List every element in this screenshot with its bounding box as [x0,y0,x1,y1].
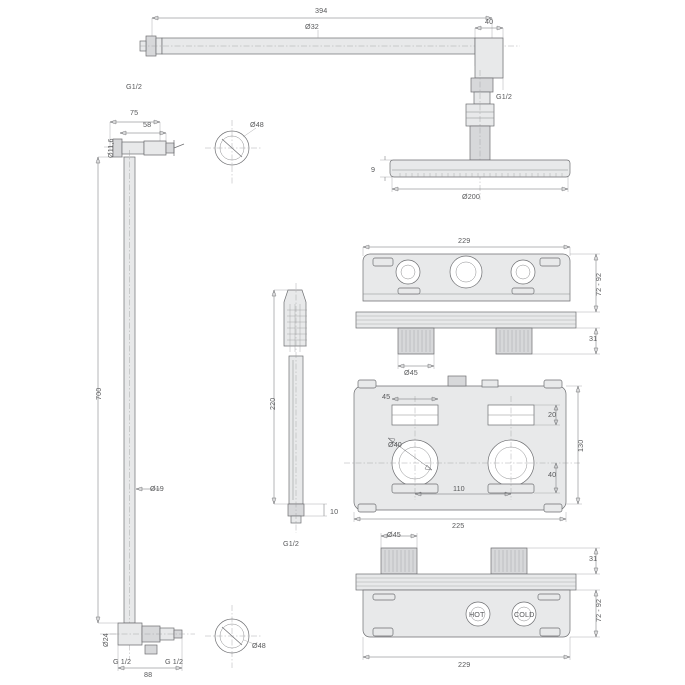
label-rail-bracket: 58 [143,120,152,129]
label-rail-bottom-dia: Ø24 [101,633,110,647]
label-rail-thread-left: G 1/2 [113,657,132,666]
label-valve-top-knob-dia: Ø45 [404,368,418,377]
label-valve-front-dia: Ø40 [388,440,402,449]
rain-head-geometry [380,156,570,192]
label-rail-holder-dia-bottom: Ø48 [252,641,266,650]
label-arm-thread-right: G1/2 [496,92,512,101]
label-valve-bottom-knob-height: 31 [589,554,598,563]
label-cold: COLD [514,610,535,619]
valve-top-view-geometry [356,245,600,369]
label-arm-drop: 40 [485,17,494,26]
label-valve-bottom-knob-dia: Ø45 [387,530,401,539]
label-rail-bracket-dia: Ø11,6 [106,138,115,158]
label-valve-top-knob-height: 31 [589,334,598,343]
label-valve-front-center: 110 [453,484,465,493]
label-valve-front-height: 130 [576,439,585,452]
label-valve-front-width: 225 [452,521,465,530]
label-rail-thread-right: G 1/2 [165,657,184,666]
label-valve-front-knob-width: 45 [382,392,391,401]
label-arm-length: 394 [315,6,328,15]
valve-bottom-view-geometry [356,533,600,660]
slide-rail-geometry [96,120,262,671]
label-hot: HOT [469,610,485,619]
label-valve-bottom-height: 72 - 92 [594,598,603,622]
label-rail-top-offset: 75 [130,108,139,117]
label-head-diameter: Ø200 [462,192,480,201]
label-arm-diameter: Ø32 [305,22,319,31]
label-valve-top-width: 229 [458,236,471,245]
label-rail-height: 700 [94,387,103,400]
label-hand-thread: G1/2 [283,539,299,548]
label-hand-length: 220 [268,397,277,410]
label-valve-bottom-width: 229 [458,660,471,669]
valve-front-view-geometry [344,376,582,522]
label-rail-tube-dia: Ø19 [150,484,164,493]
label-rail-base-width: 88 [144,670,153,679]
label-head-thickness: 9 [371,165,376,174]
label-valve-front-knob-height: 20 [548,410,557,419]
label-valve-top-height: 72 - 92 [594,272,603,296]
label-hand-outlet: 10 [330,507,339,516]
hand-shower-geometry [272,283,327,533]
label-rail-holder-dia: Ø48 [250,120,264,129]
label-valve-front-lower: 40 [548,470,557,479]
label-arm-thread-left: G1/2 [126,82,142,91]
